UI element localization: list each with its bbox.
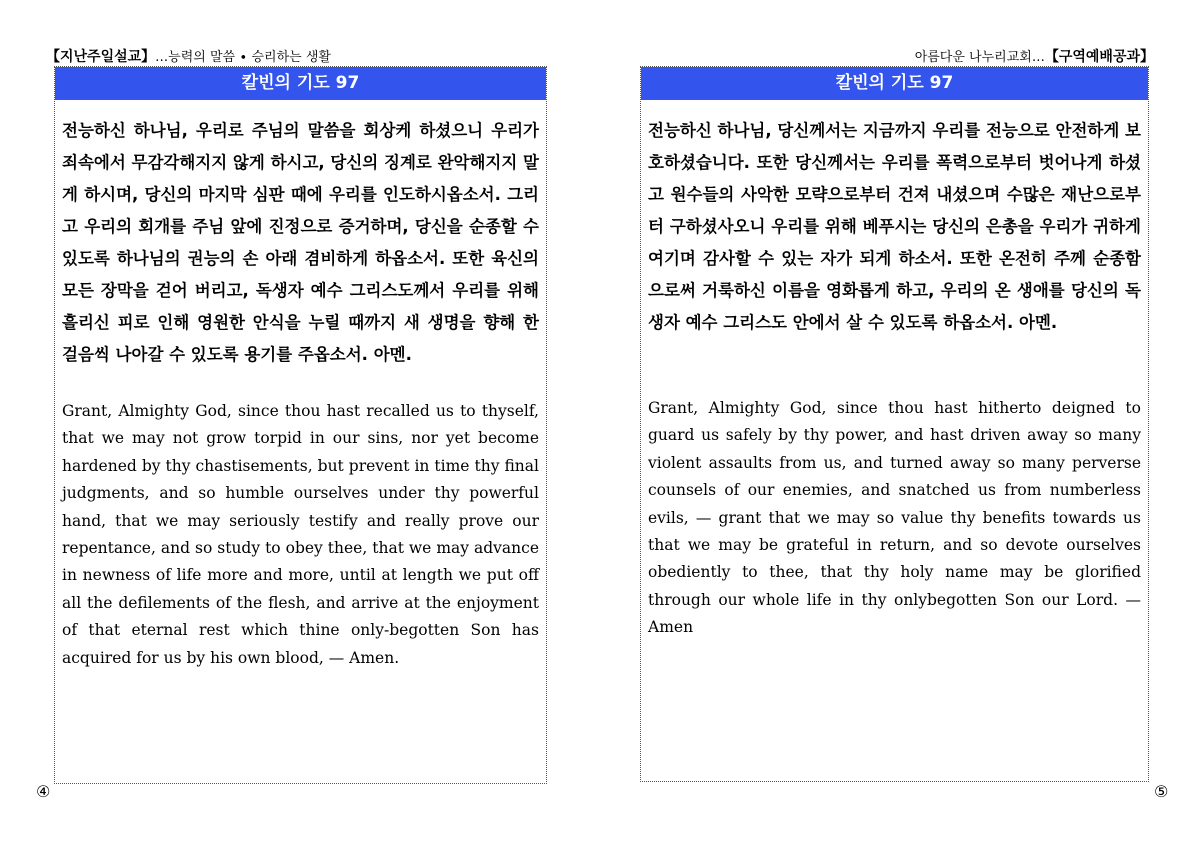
left-page-number: ④ (36, 782, 51, 801)
header-left-section-label: 【지난주일설교】 (46, 49, 156, 65)
right-english-prayer: Grant, Almighty God, since thou hast hitherto deigned to guard us safely by thy power, and hast driven away so many violent assaults from us, and turned away so many perverse counsels of our enemies, and snatched us from numberless evils, — grant that we may so value thy benefits towards us that we may be grateful in return, and so devote ourselves obediently to thee, that thy holy name may be glorified through our whole life in thy onlybegotten Son our Lord. — Amen (648, 399, 1141, 637)
header-left (46, 46, 331, 66)
right-prayer-panel (640, 66, 1149, 782)
right-prayer-title: 칼빈의 기도 97 (641, 67, 1148, 100)
right-korean-prayer: 전능하신 하나님, 당신께서는 지금까지 우리를 전능으로 안전하게 보호하셨습니다. 또한 당신께서는 우리를 폭력으로부터 벗어나게 하셨고 원수들의 사악한 모략으로부터 건져 내셨으며 수많은 재난으로부터 구하셨사오니 우리를 위해 베푸시는 당신의 은총을 우리가 귀하게 여기며 감사할 수 있는 자가 되게 하소서. 또한 온전히 주께 순종함으로써 거룩하신 이름을 영화롭게 하고, 우리의 온 생애를 당신의 독생자 예수 그리스도 안에서 살 수 있도록 하옵소서. 아멘. (648, 121, 1141, 332)
header-right (915, 46, 1154, 66)
left-english-prayer: Grant, Almighty God, since thou hast recalled us to thyself, that we may not grow torpid in our sins, nor yet become hardened by thy chastisements, but prevent in time thy final judgments, and so humble ourselves under thy powerful hand, that we may seriously testify and really prove our repentance, and so study to obey thee, that we may advance in newness of life more and more, until at length we put off all the defilements of the flesh, and arrive at the enjoyment of that eternal rest which thine only-begotten Son has acquired for us by his own blood, — Amen. (62, 402, 539, 667)
right-page-number: ⑤ (1154, 782, 1169, 801)
left-prayer-title: 칼빈의 기도 97 (55, 67, 546, 100)
header-right-church-name: 아름다운 나누리교회… (914, 50, 1045, 65)
left-korean-prayer: 전능하신 하나님, 우리로 주님의 말씀을 회상케 하셨으니 우리가 죄속에서 무감각해지지 않게 하시고, 당신의 징계로 완악해지지 말게 하시며, 당신의 마지막 심판 때에 우리를 인도하시옵소서. 그리고 우리의 회개를 주님 앞에 진정으로 증거하며, 당신을 순종할 수 있도록 하나님의 권능의 손 아래 겸비하게 하옵소서. 또한 육신의 모든 장막을 걷어 버리고, 독생자 예수 그리스도께서 우리를 위해 흘리신 피로 인해 영원한 안식을 누릴 때까지 새 생명을 향해 한 걸음씩 나아갈 수 있도록 용기를 주옵소서. 아멘. (62, 121, 539, 364)
left-prayer-panel (54, 66, 547, 784)
header-right-section-label: 【구역예배공과】 (1044, 49, 1154, 65)
header-left-sermon-title: …능력의 말씀 ∙ 승리하는 생활 (155, 50, 331, 65)
